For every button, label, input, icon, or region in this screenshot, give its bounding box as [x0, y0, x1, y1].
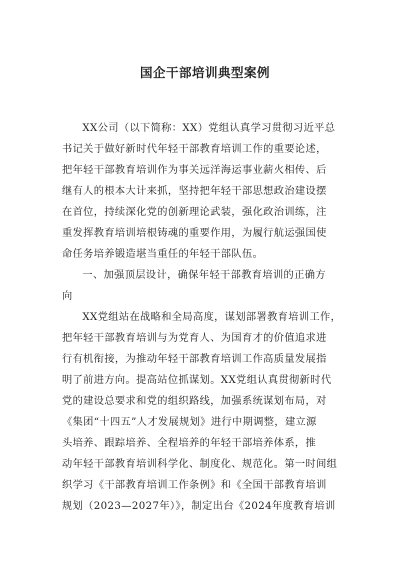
- paragraph-line: 动年轻干部教育培训科学化、制度化、规范化。第一时间组: [62, 459, 338, 470]
- document-title: 国企干部培训典型案例: [139, 65, 270, 80]
- paragraph-line: 织学习《干部教育培训工作条例》和《全国干部教育培训: [62, 480, 327, 491]
- paragraph-line: 明了前进方向。提高站位抓谋划。XX党组认真贯彻新时代: [62, 375, 332, 386]
- paragraph-line: 规划（2023—2027年）》，制定出台《2024年度教育培训: [62, 501, 336, 512]
- paragraph-line: 继有人的根本大计来抓，坚持把年轻干部思想政治建设摆: [62, 186, 327, 197]
- paragraph-line: 把年轻干部教育培训作为事关远洋海运事业薪火相传、后: [62, 165, 327, 176]
- paragraph-line: XX党组站在战略和全局高度，谋划部署教育培训工作，: [82, 312, 342, 323]
- paragraph-line: 《集团“十四五”人才发展规划》进行中期调整，建立源: [62, 417, 317, 428]
- paragraph-line: 头培养、跟踪培养、全程培养的年轻干部培养体系，推: [62, 438, 317, 449]
- paragraph-line: 重发挥教育培训培根铸魂的重要作用，为履行航运强国使: [62, 228, 327, 239]
- paragraph-line: 把年轻干部教育培训与为党育人、为国育才的价值追求进: [62, 333, 327, 344]
- section-heading-line: 一、加强顶层设计，确保年轻干部教育培训的正确方: [82, 270, 326, 281]
- paragraph-line: 行有机衔接，为推动年轻干部教育培训工作高质量发展指: [62, 354, 327, 365]
- document-body: [62, 118, 352, 517]
- paragraph-line: 书记关于做好新时代年轻干部教育培训工作的重要论述，: [62, 144, 327, 155]
- section-heading-line: 向: [62, 291, 73, 302]
- paragraph-line: 命任务培养锻造堪当重任的年轻干部队伍。: [62, 249, 264, 260]
- paragraph-line: 在首位，持续深化党的创新理论武装，强化政治训练，注: [62, 207, 327, 218]
- paragraph-line: 党的建设总要求和党的组织路线，加强系统谋划布局，对: [62, 396, 327, 407]
- paragraph-line: XX公司（以下简称：XX）党组认真学习贯彻习近平总: [82, 123, 336, 134]
